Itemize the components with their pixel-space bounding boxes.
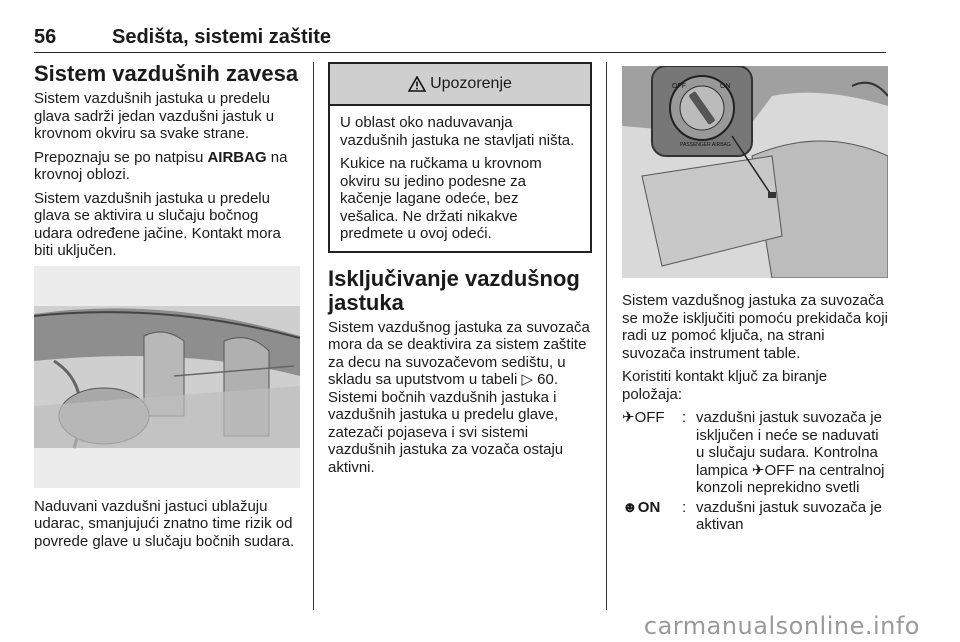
warning-header: [330, 64, 590, 106]
paragraph: Prepoznaju se po natpisu AIRBAG na krovnoj oblozi.: [34, 148, 288, 183]
option-on: ☻ON : vazdušni jastuk suvozača je aktivan: [622, 498, 882, 533]
paragraph: Sistem vazdušnog jastuka za suvozača se može isključiti pomoću prekidača koji radi uz pomoć ključa, na strani suvozača instrument table.: [622, 292, 888, 362]
figure-curtain-airbag: [34, 266, 300, 488]
warning-title: Upozorenje: [430, 75, 512, 93]
warning-icon: [408, 76, 426, 92]
column-divider: [606, 62, 607, 610]
watermark: carmanualsonline.info: [643, 612, 920, 640]
key-label-on: ON: [720, 83, 731, 90]
key-label-off: OFF: [672, 83, 686, 90]
heading-curtain-airbag: Sistem vazdušnih zavesa: [34, 61, 299, 86]
column-divider: [313, 62, 314, 610]
warning-body: [330, 106, 590, 251]
paragraph: Naduvani vazdušni jastuci ublažuju udarac, smanjujući znatno time rizik od povrede glave u slučaju bočnih sudara.: [34, 497, 295, 550]
airbag-on-icon: ☻: [622, 498, 638, 516]
warning-text: U oblast oko naduvavanja vazdušnih jastuka ne stavljati ništa.: [340, 114, 575, 149]
paragraph: Sistem vazdušnih jastuka u predelu glava se aktivira u slučaju bočnog udara određene jačine. Kontakt mora biti uključen.: [34, 189, 281, 259]
page-ref-icon: ▷: [521, 371, 533, 388]
car-interior-illustration: [34, 266, 300, 488]
paragraph: Sistem vazdušnog jastuka za suvozača mora da se deaktivira za sistem zaštite za decu na suvozačevom sedištu, u skladu sa uputstvom u tabeli ▷ 60. Sistemi bočnih vazdušnih jastuka i vazdušnih jastuka u predelu glave, zatezači pojaseva i svi sistemi vazdušnih jastuka za vozača ostaju aktivni.: [328, 318, 590, 476]
warning-box: [328, 62, 592, 253]
key-plate-text: PASSENGER AIRBAG: [680, 142, 731, 148]
figure-key-switch: [622, 66, 888, 278]
key-switch-illustration: [622, 66, 888, 278]
page-header: [34, 26, 886, 53]
airbag-off-icon: ✈: [751, 461, 765, 479]
airbag-label: AIRBAG: [207, 148, 267, 166]
heading-airbag-deactivation: Isključivanje vazdušnog jastuka: [328, 265, 580, 315]
page-number: 56: [34, 26, 57, 48]
page-reference: 60: [537, 371, 554, 388]
paragraph: Sistem vazdušnih jastuka u predelu glava sadrži jedan vazdušni jastuk u krovnom okviru sa svake strane.: [34, 90, 275, 142]
airbag-off-icon: ✈: [622, 409, 635, 426]
column-left: [34, 62, 300, 556]
column-middle: [328, 62, 592, 482]
warning-text: Kukice na ručkama u krovnom okviru su jedino podesne za kačenje lagane odeće, bez vešalica. Ne držati nikakve predmete u ovoj odeći.: [340, 155, 542, 242]
paragraph: Koristiti kontakt ključ za biranje položaja:: [622, 368, 828, 403]
column-right: [622, 62, 888, 536]
section-title: Sedišta, sistemi zaštite: [112, 26, 331, 48]
option-off: ✈OFF : vazdušni jastuk suvozača je isključen i neće se naduvati u slučaju sudara. Kontrolna lampica ✈OFF na centralnoj konzoli neprekidno svetli: [622, 409, 885, 496]
